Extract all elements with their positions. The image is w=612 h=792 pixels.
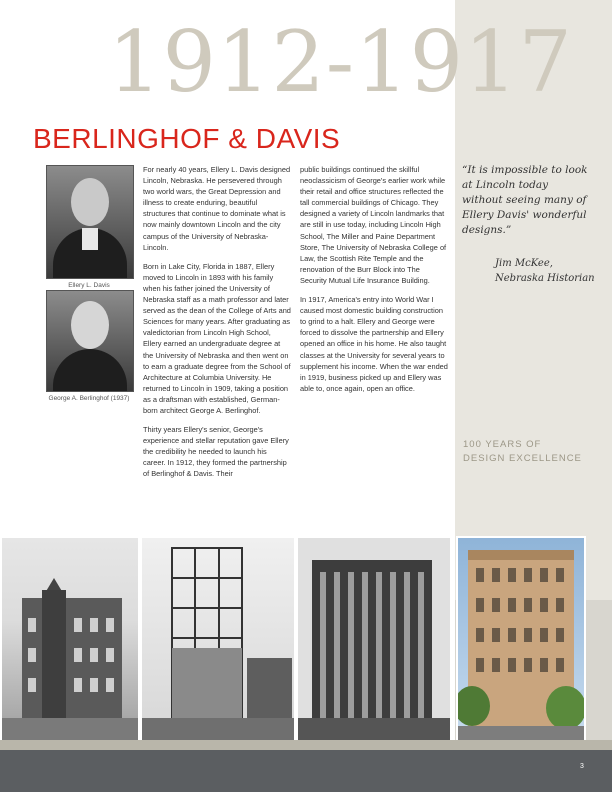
- historic-tower-drawing: [298, 538, 450, 744]
- footer-bar: [0, 750, 612, 792]
- george-berlinghof-caption: George A. Berlinghof (1937): [48, 395, 130, 402]
- construction-building-drawing: [142, 538, 294, 744]
- modern-tower-drawing: [458, 538, 584, 744]
- page-title: BERLINGHOF & DAVIS: [33, 123, 341, 154]
- tagline: [463, 438, 603, 466]
- paragraph: For nearly 40 years, Ellery L. Davis designed Lincoln, Nebraska. He persevered through two world wars, the Great Depression and illness to create enduring, beautiful structures that continue to dominate what is now mainly downtown Lincoln and the city campus of the University of Nebraska-Lincoln.: [143, 165, 291, 252]
- ellery-davis-caption: Ellery L. Davis: [68, 282, 110, 289]
- portrait-head: [71, 178, 109, 226]
- paragraph: Born in Lake City, Florida in 1887, Ellery moved to Lincoln in 1893 with his family when his father joined the University of Nebraska staff as a math professor and later served as the dean of the College of Arts and Sciences for many years. After graduating as valedictorian from Lincoln High School, Ellery earned an undergraduate degree at the University of Nebraska and then went on to earn a graduate degree from the School of Architecture at Columbia University. He returned to Lincoln in 1909, taking a position as a draftsman with established, German-born architect George A. Berlinghof.: [143, 261, 291, 415]
- paragraph: Thirty years Ellery's senior, George's experience and stellar reputation gave Ellery the credibility he needed to launch his career. In 1912, they formed the partnership of Berlinghof & Davis. Their: [143, 425, 289, 479]
- years-heading: 1912-1917: [108, 13, 573, 111]
- portrait-head: [71, 301, 109, 349]
- security-mutual-modern-photo: [456, 536, 586, 746]
- ornate-brick-building-photo: [0, 536, 140, 746]
- portrait-collar: [82, 228, 98, 250]
- paragraph: In 1917, America's entry into World War I caused most domestic building construction to grind to a halt. Ellery and George were forced to dissolve the partnership and Ellery opened an office in his home. He also taught classes at the University for several years to supplement his income. When the war ended in 1919, business picked up and Ellery was able to, once again, open an office.: [300, 295, 448, 393]
- tagline-line-1: 100 YEARS OF: [463, 439, 542, 450]
- attribution-name: Jim McKee,: [495, 258, 553, 269]
- attribution-title: Nebraska Historian: [495, 273, 595, 284]
- article-column-1: [143, 164, 291, 488]
- security-mutual-historic-photo: [296, 536, 452, 746]
- tagline-line-2: DESIGN EXCELLENCE: [463, 453, 582, 464]
- construction-building-photo: [140, 536, 296, 746]
- ornate-brick-building-drawing: [2, 538, 138, 744]
- pull-quote: “It is impossible to look at Lincoln today without seeing many of Ellery Davis' wonderful designs.”: [462, 164, 588, 236]
- quote-attribution: [495, 256, 605, 286]
- page-number: 3: [580, 763, 584, 770]
- portrait-shoulders: [53, 349, 127, 392]
- building-gallery: [0, 536, 612, 756]
- george-berlinghof-portrait: [46, 290, 134, 392]
- footer-accent-bar: [0, 740, 612, 750]
- article-column-2: [300, 164, 448, 402]
- ellery-davis-portrait: [46, 165, 134, 279]
- paragraph: public buildings continued the skillful neoclassicism of George's earlier work while their retail and office structures reflected the tall commercial buildings of Chicago. They designed a variety of Lincoln landmarks that are still in use today, including Lincoln High School, The Miller and Paine Department Store, The University of Nebraska College of Law, the Scottish Rite Temple and the renovation of the Burr Block into The Security Mutual Life Insurance Building.: [300, 165, 447, 285]
